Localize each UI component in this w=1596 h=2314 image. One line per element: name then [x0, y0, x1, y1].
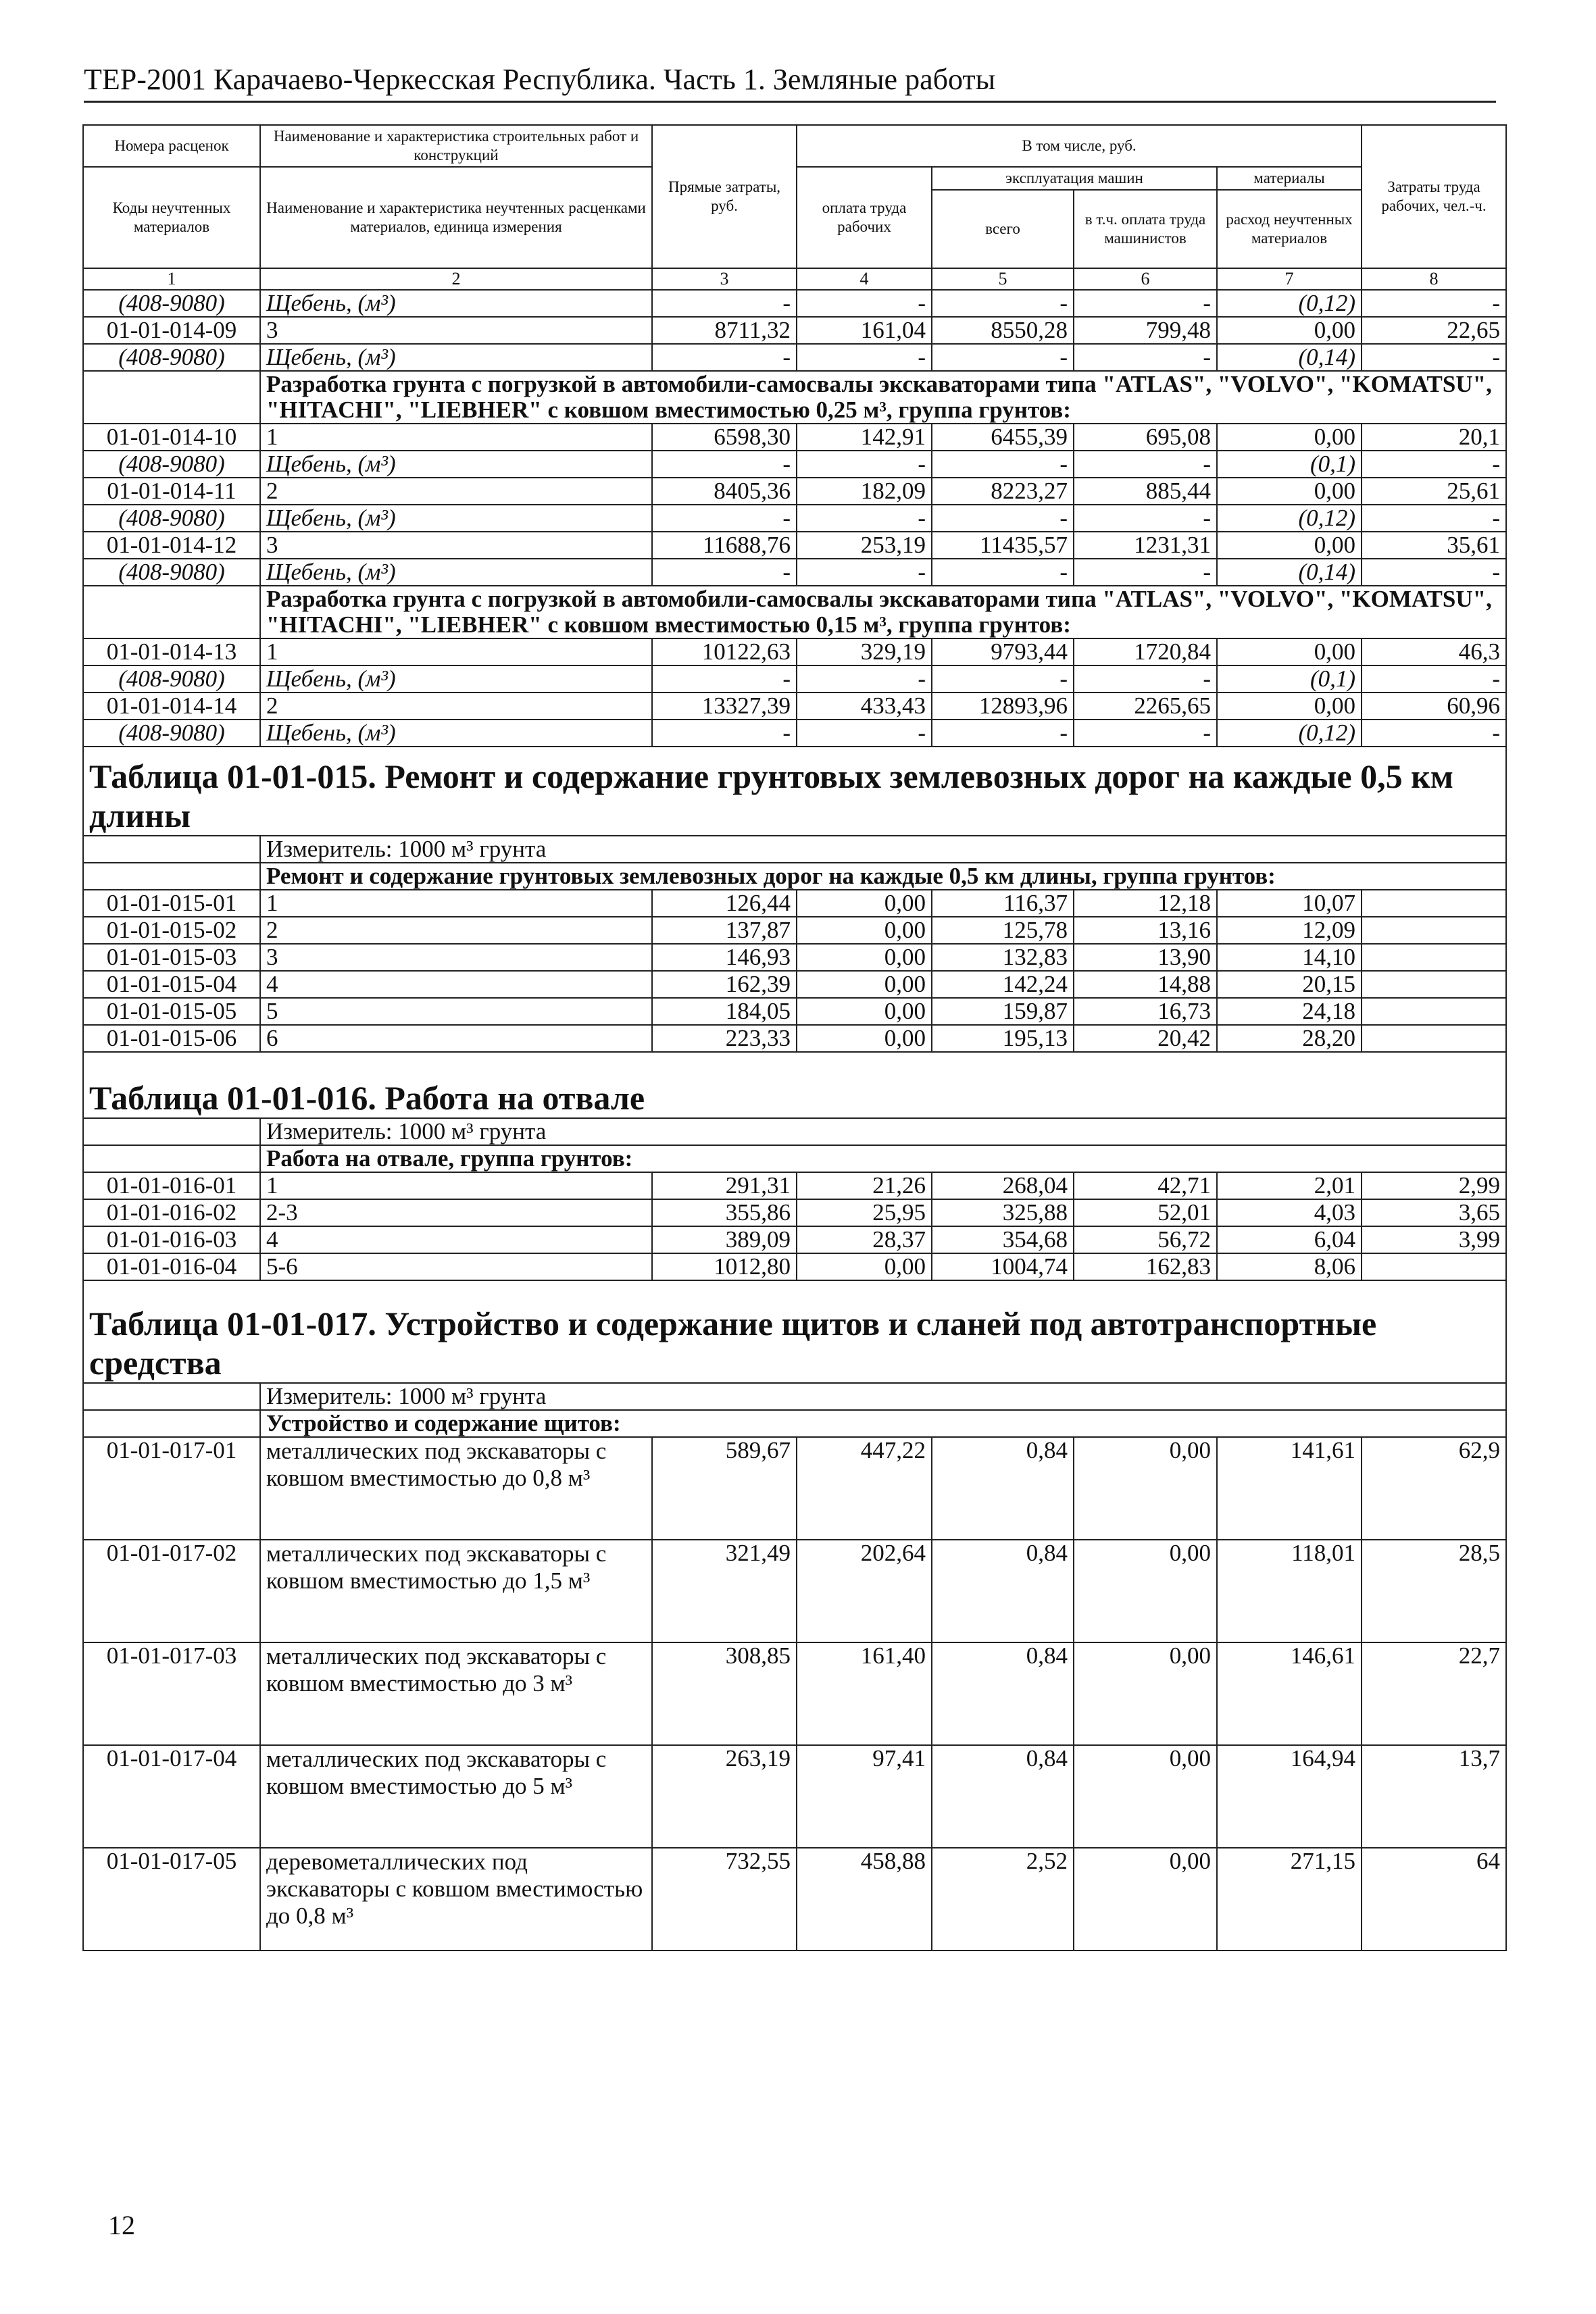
value-cell: 9793,44: [932, 638, 1074, 665]
value-cell: 6455,39: [932, 424, 1074, 451]
empty-cell: [1362, 944, 1506, 971]
rate-code: 01-01-014-12: [83, 532, 260, 559]
empty-cell: [1362, 917, 1506, 944]
table-row: [83, 1745, 1506, 1848]
rate-description: Щебень, (м³): [260, 720, 652, 747]
value-cell: (0,12): [1217, 720, 1362, 747]
value-cell: 161,04: [797, 317, 932, 344]
table-row: [83, 1848, 1506, 1951]
value-cell: 16,73: [1074, 998, 1217, 1025]
value-cell: 25,61: [1362, 478, 1506, 505]
value-cell: 97,41: [797, 1745, 932, 1848]
value-cell: 11688,76: [652, 532, 797, 559]
value-cell: 253,19: [797, 532, 932, 559]
group-row: [83, 863, 1506, 890]
value-cell: -: [1074, 665, 1217, 693]
table-row: [83, 1642, 1506, 1745]
table-row: [83, 532, 1506, 559]
value-cell: 28,20: [1217, 1025, 1362, 1052]
value-cell: 6598,30: [652, 424, 797, 451]
rate-code: 01-01-015-06: [83, 1025, 260, 1052]
table-row: [83, 1025, 1506, 1052]
group-row: [83, 586, 1506, 638]
value-cell: 2,99: [1362, 1172, 1506, 1199]
value-cell: -: [932, 559, 1074, 586]
rate-code: 01-01-014-11: [83, 478, 260, 505]
rate-code: (408-9080): [83, 344, 260, 371]
value-cell: 142,91: [797, 424, 932, 451]
table-title-row: [83, 1280, 1506, 1383]
rate-description: металлических под экскаваторы с ковшом вместимостью до 0,8 м³: [260, 1437, 652, 1540]
value-cell: 0,00: [797, 944, 932, 971]
header-work-name: Наименование и характеристика строительных работ и конструкций: [260, 125, 652, 167]
value-cell: -: [932, 665, 1074, 693]
value-cell: 8550,28: [932, 317, 1074, 344]
rate-description: 3: [260, 317, 652, 344]
value-cell: 321,49: [652, 1540, 797, 1642]
value-cell: -: [1074, 344, 1217, 371]
value-cell: -: [797, 505, 932, 532]
value-cell: 2,52: [932, 1848, 1074, 1951]
value-cell: 433,43: [797, 693, 932, 720]
value-cell: (0,12): [1217, 505, 1362, 532]
rate-description: 5: [260, 998, 652, 1025]
rate-description: 2: [260, 917, 652, 944]
value-cell: -: [797, 720, 932, 747]
value-cell: (0,1): [1217, 451, 1362, 478]
header-machines-total: всего: [932, 190, 1074, 268]
rate-code: 01-01-014-14: [83, 693, 260, 720]
rate-code: 01-01-015-05: [83, 998, 260, 1025]
header-machines: эксплуатация машин: [932, 167, 1217, 190]
group-title: Ремонт и содержание грунтовых землевозных дорог на каждые 0,5 км длины, группа грунтов:: [260, 863, 1506, 890]
value-cell: -: [1362, 290, 1506, 317]
empty-cell: [1362, 998, 1506, 1025]
header-machinist-wages: в т.ч. оплата труда машинистов: [1074, 190, 1217, 268]
rate-description: металлических под экскаваторы с ковшом вместимостью до 1,5 м³: [260, 1540, 652, 1642]
rate-code: (408-9080): [83, 665, 260, 693]
header-materials: материалы: [1217, 167, 1362, 190]
rate-code: (408-9080): [83, 451, 260, 478]
value-cell: 132,83: [932, 944, 1074, 971]
col-num: 2: [260, 268, 652, 290]
col-num: 1: [83, 268, 260, 290]
header-number-row: [83, 268, 1506, 290]
rate-description: 3: [260, 944, 652, 971]
value-cell: -: [1362, 344, 1506, 371]
value-cell: -: [932, 344, 1074, 371]
value-cell: 0,00: [1074, 1642, 1217, 1745]
value-cell: 125,78: [932, 917, 1074, 944]
value-cell: 22,7: [1362, 1642, 1506, 1745]
rate-code: (408-9080): [83, 720, 260, 747]
col-num: 5: [932, 268, 1074, 290]
value-cell: 0,00: [1217, 532, 1362, 559]
value-cell: -: [1074, 720, 1217, 747]
value-cell: 0,00: [797, 1025, 932, 1052]
rate-code: 01-01-015-03: [83, 944, 260, 971]
value-cell: 20,42: [1074, 1025, 1217, 1052]
value-cell: 118,01: [1217, 1540, 1362, 1642]
rate-code: 01-01-015-04: [83, 971, 260, 998]
header-rate-number: Номера расценок: [83, 125, 260, 167]
rate-code: 01-01-017-01: [83, 1437, 260, 1540]
rate-code: (408-9080): [83, 290, 260, 317]
value-cell: 162,83: [1074, 1253, 1217, 1280]
empty-cell: [1362, 1025, 1506, 1052]
rate-description: Щебень, (м³): [260, 559, 652, 586]
table-row: [83, 451, 1506, 478]
value-cell: -: [1074, 451, 1217, 478]
value-cell: 0,00: [797, 998, 932, 1025]
value-cell: -: [932, 451, 1074, 478]
rate-description: 6: [260, 1025, 652, 1052]
value-cell: 0,00: [1074, 1745, 1217, 1848]
rate-description: 5-6: [260, 1253, 652, 1280]
value-cell: 20,1: [1362, 424, 1506, 451]
value-cell: 126,44: [652, 890, 797, 917]
page-number: 12: [108, 2210, 135, 2240]
table-row: [83, 890, 1506, 917]
value-cell: 0,84: [932, 1437, 1074, 1540]
value-cell: -: [1362, 559, 1506, 586]
value-cell: 0,00: [1217, 638, 1362, 665]
rate-code: 01-01-017-03: [83, 1642, 260, 1745]
value-cell: 695,08: [1074, 424, 1217, 451]
col-num: 7: [1217, 268, 1362, 290]
col-num: 3: [652, 268, 797, 290]
rate-description: 4: [260, 1226, 652, 1253]
value-cell: 28,5: [1362, 1540, 1506, 1642]
value-cell: (0,14): [1217, 559, 1362, 586]
value-cell: -: [652, 290, 797, 317]
value-cell: 202,64: [797, 1540, 932, 1642]
header-direct-costs: Прямые затраты, руб.: [652, 125, 797, 268]
value-cell: 164,94: [1217, 1745, 1362, 1848]
value-cell: -: [652, 665, 797, 693]
rate-code: 01-01-015-02: [83, 917, 260, 944]
rate-code: (408-9080): [83, 505, 260, 532]
value-cell: 271,15: [1217, 1848, 1362, 1951]
value-cell: 46,3: [1362, 638, 1506, 665]
value-cell: 308,85: [652, 1642, 797, 1745]
table-row: [83, 944, 1506, 971]
rate-description: Щебень, (м³): [260, 290, 652, 317]
value-cell: 14,88: [1074, 971, 1217, 998]
col-num: 4: [797, 268, 932, 290]
value-cell: 162,39: [652, 971, 797, 998]
value-cell: 12893,96: [932, 693, 1074, 720]
value-cell: 141,61: [1217, 1437, 1362, 1540]
value-cell: 146,61: [1217, 1642, 1362, 1745]
value-cell: 159,87: [932, 998, 1074, 1025]
value-cell: 458,88: [797, 1848, 932, 1951]
value-cell: 223,33: [652, 1025, 797, 1052]
rate-code: 01-01-016-02: [83, 1199, 260, 1226]
table-row: [83, 478, 1506, 505]
value-cell: 0,00: [1217, 424, 1362, 451]
table-title-row: [83, 1052, 1506, 1118]
value-cell: 0,00: [1074, 1437, 1217, 1540]
value-cell: 447,22: [797, 1437, 932, 1540]
value-cell: 268,04: [932, 1172, 1074, 1199]
header-wages: оплата труда рабочих: [797, 167, 932, 268]
table-row: [83, 317, 1506, 344]
value-cell: -: [652, 451, 797, 478]
value-cell: 20,15: [1217, 971, 1362, 998]
value-cell: 2265,65: [1074, 693, 1217, 720]
value-cell: 389,09: [652, 1226, 797, 1253]
group-row: [83, 1145, 1506, 1172]
value-cell: 8405,36: [652, 478, 797, 505]
value-cell: 64: [1362, 1848, 1506, 1951]
empty-cell: [1362, 971, 1506, 998]
value-cell: 13,7: [1362, 1745, 1506, 1848]
value-cell: 56,72: [1074, 1226, 1217, 1253]
value-cell: 799,48: [1074, 317, 1217, 344]
group-row: [83, 371, 1506, 424]
value-cell: [1362, 1253, 1506, 1280]
value-cell: 589,67: [652, 1437, 797, 1540]
rate-code: 01-01-014-13: [83, 638, 260, 665]
col-num: 8: [1362, 268, 1506, 290]
header-labor: Затраты труда рабочих, чел.-ч.: [1362, 125, 1506, 268]
table-row: [83, 693, 1506, 720]
value-cell: -: [1362, 720, 1506, 747]
value-cell: 62,9: [1362, 1437, 1506, 1540]
group-title: Разработка грунта с погрузкой в автомобили-самосвалы экскаваторами типа "ATLAS", "VOLVO", "KOMATSU", "HITACHI", "LIEBHER" с ковшом вместимостью 0,25 м³, группа грунтов:: [260, 371, 1506, 424]
value-cell: 35,61: [1362, 532, 1506, 559]
table-016-meter: Измеритель: 1000 м³ грунта: [260, 1118, 1506, 1145]
page-header: ТЕР-2001 Карачаево-Черкесская Республика. Часть 1. Земляные работы: [84, 62, 1496, 103]
table-row: [83, 971, 1506, 998]
header-material-consumption: расход неучтенных материалов: [1217, 190, 1362, 268]
value-cell: 1004,74: [932, 1253, 1074, 1280]
value-cell: 22,65: [1362, 317, 1506, 344]
rate-description: 2: [260, 478, 652, 505]
rate-code: 01-01-016-01: [83, 1172, 260, 1199]
value-cell: 195,13: [932, 1025, 1074, 1052]
value-cell: -: [797, 451, 932, 478]
value-cell: 6,04: [1217, 1226, 1362, 1253]
value-cell: 291,31: [652, 1172, 797, 1199]
rate-description: 1: [260, 424, 652, 451]
value-cell: 0,00: [797, 1253, 932, 1280]
value-cell: -: [932, 720, 1074, 747]
value-cell: -: [932, 290, 1074, 317]
header-material-name: Наименование и характеристика неучтенных расценками материалов, единица измерения: [260, 167, 652, 268]
value-cell: -: [1362, 451, 1506, 478]
table-row: [83, 1540, 1506, 1642]
value-cell: 11435,57: [932, 532, 1074, 559]
rate-description: 4: [260, 971, 652, 998]
group-title: Устройство и содержание щитов:: [260, 1410, 1506, 1437]
value-cell: 142,24: [932, 971, 1074, 998]
table-015-meter: Измеритель: 1000 м³ грунта: [260, 836, 1506, 863]
value-cell: -: [797, 665, 932, 693]
value-cell: 0,00: [1074, 1848, 1217, 1951]
value-cell: 0,00: [797, 917, 932, 944]
value-cell: 14,10: [1217, 944, 1362, 971]
value-cell: -: [652, 505, 797, 532]
rates-table: [82, 124, 1507, 1951]
value-cell: 42,71: [1074, 1172, 1217, 1199]
value-cell: 60,96: [1362, 693, 1506, 720]
value-cell: 263,19: [652, 1745, 797, 1848]
value-cell: 1720,84: [1074, 638, 1217, 665]
table-row: [83, 665, 1506, 693]
table-017-meter: Измеритель: 1000 м³ грунта: [260, 1383, 1506, 1410]
value-cell: 8711,32: [652, 317, 797, 344]
value-cell: -: [1074, 290, 1217, 317]
value-cell: 0,84: [932, 1745, 1074, 1848]
value-cell: -: [797, 559, 932, 586]
value-cell: 2,01: [1217, 1172, 1362, 1199]
table-row: [83, 559, 1506, 586]
table-row: [83, 1226, 1506, 1253]
rate-description: Щебень, (м³): [260, 505, 652, 532]
value-cell: -: [652, 720, 797, 747]
rate-description: Щебень, (м³): [260, 344, 652, 371]
group-title: Разработка грунта с погрузкой в автомобили-самосвалы экскаваторами типа "ATLAS", "VOLVO", "KOMATSU", "HITACHI", "LIEBHER" с ковшом вместимостью 0,15 м³, группа грунтов:: [260, 586, 1506, 638]
table-row: [83, 1199, 1506, 1226]
table-016-title: Таблица 01-01-016. Работа на отвале: [83, 1052, 1506, 1118]
value-cell: 0,84: [932, 1540, 1074, 1642]
value-cell: 0,00: [797, 890, 932, 917]
rate-description: Щебень, (м³): [260, 665, 652, 693]
value-cell: 0,00: [1217, 478, 1362, 505]
rate-code: 01-01-015-01: [83, 890, 260, 917]
value-cell: 329,19: [797, 638, 932, 665]
value-cell: 146,93: [652, 944, 797, 971]
value-cell: 4,03: [1217, 1199, 1362, 1226]
value-cell: 13,90: [1074, 944, 1217, 971]
value-cell: 137,87: [652, 917, 797, 944]
value-cell: 161,40: [797, 1642, 932, 1745]
table-row: [83, 505, 1506, 532]
empty-cell: [1362, 890, 1506, 917]
value-cell: 325,88: [932, 1199, 1074, 1226]
value-cell: 0,84: [932, 1642, 1074, 1745]
rate-description: Щебень, (м³): [260, 451, 652, 478]
value-cell: 13327,39: [652, 693, 797, 720]
value-cell: (0,1): [1217, 665, 1362, 693]
value-cell: 885,44: [1074, 478, 1217, 505]
value-cell: 24,18: [1217, 998, 1362, 1025]
rate-code: 01-01-017-05: [83, 1848, 260, 1951]
value-cell: -: [1362, 665, 1506, 693]
table-title-row: [83, 747, 1506, 836]
header-material-codes: Коды неучтенных материалов: [83, 167, 260, 268]
rate-description: 2-3: [260, 1199, 652, 1226]
rate-code: 01-01-017-02: [83, 1540, 260, 1642]
rate-description: 3: [260, 532, 652, 559]
value-cell: 10,07: [1217, 890, 1362, 917]
rate-description: 1: [260, 890, 652, 917]
value-cell: 25,95: [797, 1199, 932, 1226]
value-cell: 28,37: [797, 1226, 932, 1253]
value-cell: 3,99: [1362, 1226, 1506, 1253]
value-cell: 8,06: [1217, 1253, 1362, 1280]
rate-description: деревометаллических под экскаваторы с ковшом вместимостью до 0,8 м³: [260, 1848, 652, 1951]
value-cell: 0,00: [1217, 317, 1362, 344]
table-row: [83, 1172, 1506, 1199]
value-cell: 12,09: [1217, 917, 1362, 944]
table-row: [83, 720, 1506, 747]
value-cell: 1012,80: [652, 1253, 797, 1280]
value-cell: (0,12): [1217, 290, 1362, 317]
value-cell: -: [797, 344, 932, 371]
header-row-1: [83, 125, 1506, 167]
header-including: В том числе, руб.: [797, 125, 1362, 167]
value-cell: 21,26: [797, 1172, 932, 1199]
rate-description: металлических под экскаваторы с ковшом вместимостью до 3 м³: [260, 1642, 652, 1745]
group-title: Работа на отвале, группа грунтов:: [260, 1145, 1506, 1172]
value-cell: 0,00: [1074, 1540, 1217, 1642]
value-cell: 3,65: [1362, 1199, 1506, 1226]
value-cell: 184,05: [652, 998, 797, 1025]
table-017-title: Таблица 01-01-017. Устройство и содержание щитов и сланей под автотранспортные средства: [83, 1280, 1506, 1383]
value-cell: (0,14): [1217, 344, 1362, 371]
table-row: [83, 638, 1506, 665]
value-cell: 12,18: [1074, 890, 1217, 917]
rate-description: 1: [260, 638, 652, 665]
table-row: [83, 998, 1506, 1025]
rate-code: 01-01-017-04: [83, 1745, 260, 1848]
rate-code: (408-9080): [83, 559, 260, 586]
value-cell: -: [652, 559, 797, 586]
table-row: [83, 424, 1506, 451]
value-cell: 10122,63: [652, 638, 797, 665]
rate-description: 1: [260, 1172, 652, 1199]
value-cell: 8223,27: [932, 478, 1074, 505]
value-cell: -: [797, 290, 932, 317]
value-cell: 0,00: [797, 971, 932, 998]
value-cell: -: [1074, 559, 1217, 586]
rate-code: 01-01-014-09: [83, 317, 260, 344]
value-cell: -: [1074, 505, 1217, 532]
table-row: [83, 344, 1506, 371]
value-cell: -: [932, 505, 1074, 532]
value-cell: 182,09: [797, 478, 932, 505]
value-cell: 1231,31: [1074, 532, 1217, 559]
group-row: [83, 1410, 1506, 1437]
value-cell: 354,68: [932, 1226, 1074, 1253]
value-cell: 13,16: [1074, 917, 1217, 944]
rate-description: 2: [260, 693, 652, 720]
rate-code: 01-01-016-04: [83, 1253, 260, 1280]
rate-code: 01-01-014-10: [83, 424, 260, 451]
table-row: [83, 1437, 1506, 1540]
rates-table-wrapper: [82, 124, 1505, 1951]
value-cell: 355,86: [652, 1199, 797, 1226]
table-015-title: Таблица 01-01-015. Ремонт и содержание грунтовых землевозных дорог на каждые 0,5 км длины: [83, 747, 1506, 836]
value-cell: 52,01: [1074, 1199, 1217, 1226]
table-row: [83, 917, 1506, 944]
rate-description: металлических под экскаваторы с ковшом вместимостью до 5 м³: [260, 1745, 652, 1848]
value-cell: 732,55: [652, 1848, 797, 1951]
col-num: 6: [1074, 268, 1217, 290]
value-cell: 116,37: [932, 890, 1074, 917]
table-row: [83, 1253, 1506, 1280]
value-cell: -: [652, 344, 797, 371]
value-cell: -: [1362, 505, 1506, 532]
rate-code: 01-01-016-03: [83, 1226, 260, 1253]
table-row: [83, 290, 1506, 317]
value-cell: 0,00: [1217, 693, 1362, 720]
